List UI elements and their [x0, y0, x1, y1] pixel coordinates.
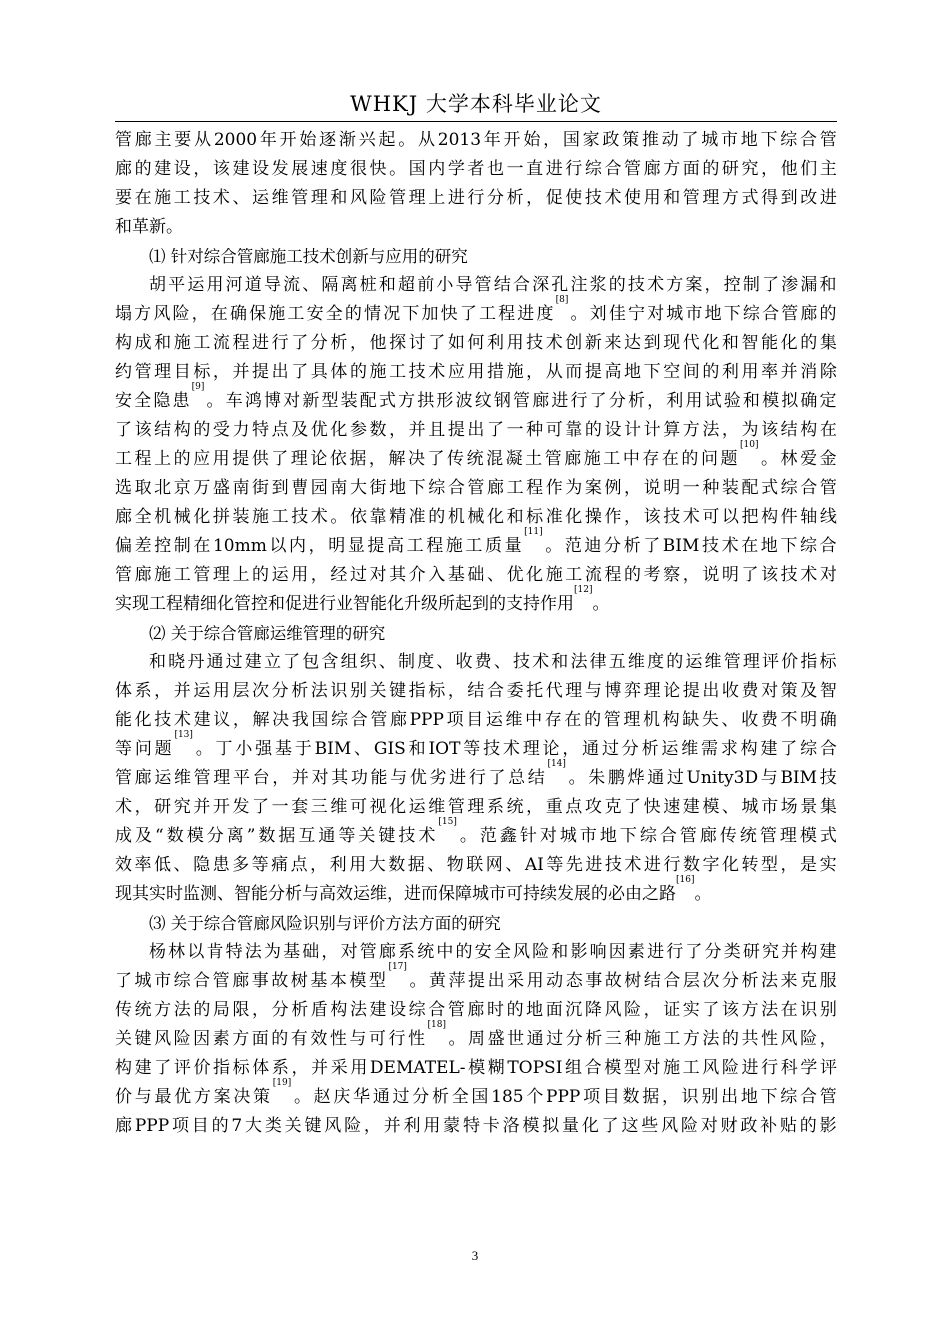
text-line: 廊 全 机 械 化 拼 装 施 工 技 术 。 依 靠 精 准 的 机 械 化 和 标 准 化 操 作 ， 该 技 术 可 以 把 构 件 轴 线: [115, 507, 837, 527]
text-line: 杨 林 以 肯 特 法 为 基 础 ， 对 管 廊 系 统 中 的 安 全 风 险 和 影 响 因 素 进 行 了 分 类 研 究 并 构 建: [149, 942, 837, 962]
section-heading: [115, 909, 837, 938]
citation-ref: [14]: [547, 759, 566, 769]
section-heading: [115, 242, 837, 271]
text-line: 价 与 最 优 方 案 决 策 [19] 。 赵 庆 华 通 过 分 析 全 国 185 个 PPP 项 目 数 据 ， 识 别 出 地 下 综 合 管: [115, 1083, 837, 1112]
text-line: 廊 的 建 设 ， 该 建 设 发 展 速 度 很 快 。 国 内 学 者 也 一 直 进 行 综 合 管 廊 方 面 的 研 究 ， 他 们 主: [115, 159, 837, 179]
text-line: 管 廊 主 要 从 2000 年 开 始 逐 渐 兴 起 。 从 2013 年 开 始 ， 国 家 政 策 推 动 了 城 市 地 下 综 合 管: [115, 130, 837, 150]
text-run: 现其实时监测、智能分析与高效运维，进而保障城市可持续发展的必由之路: [115, 884, 676, 904]
text-line: 偏 差 控 制 在 10mm 以 内 ， 明 显 提 高 工 程 施 工 质 量 [11] 。 范 迪 分 析 了 BIM 技 术 在 地 下 综 合: [115, 532, 837, 561]
text-line: 工 程 上 的 应 用 提 供 了 理 论 依 据 ， 解 决 了 传 统 混 凝 土 管 廊 施 工 中 存 在 的 问 题 [10] 。 林 爱 金: [115, 445, 837, 474]
text-line: 塌 方 风 险 ， 在 确 保 施 工 安 全 的 情 况 下 加 快 了 工 程 进 度 [8] 。 刘 佳 宁 对 城 市 地 下 综 合 管 廊 的: [115, 300, 837, 329]
text-line: 胡 平 运 用 河 道 导 流 、 隔 离 桩 和 超 前 小 导 管 结 合 深 孔 注 浆 的 技 术 方 案 ， 控 制 了 渗 漏 和: [149, 275, 837, 295]
text-line: [115, 213, 837, 242]
text-line: 成 及 “ 数 模 分 离 ” 数 据 互 通 等 关 键 技 术 [15] 。 范 鑫 针 对 城 市 地 下 综 合 管 廊 传 统 管 理 模 式: [115, 822, 837, 851]
text-run: 实现工程精细化管控和促进行业智能化升级所起到的支持作用: [115, 594, 574, 614]
text-run: 。: [694, 884, 712, 904]
text-line: 等 问 题 [13] 。 丁 小 强 基 于 BIM 、 GIS 和 IOT 等 技 术 理 论 ， 通 过 分 析 运 维 需 求 构 建 了 综 合: [115, 735, 837, 764]
text-line: 体 系 ， 并 运 用 层 次 分 析 法 识 别 关 键 指 标 ， 结 合 委 托 代 理 与 博 弈 理 论 提 出 收 费 对 策 及 智: [115, 681, 837, 701]
text-line: 廊 PPP 项 目 的 7 大 类 关 键 风 险 ， 并 利 用 蒙 特 卡 洛 模 拟 量 化 了 这 些 风 险 对 财 政 补 贴 的 影: [115, 1116, 837, 1136]
citation-ref: [15]: [438, 817, 457, 827]
text-line: 了 该 结 构 的 受 力 特 点 及 优 化 参 数 ， 并 且 提 出 了 一 种 可 靠 的 设 计 计 算 方 法 ， 为 该 结 构 在: [115, 420, 837, 440]
text-line: 传 统 方 法 的 局 限 ， 分 析 盾 构 法 建 设 综 合 管 廊 时 的 地 面 沉 降 风 险 ， 证 实 了 该 方 法 在 识 别: [115, 1000, 837, 1020]
text-line: 构 成 和 施 工 流 程 进 行 了 分 析 ， 他 探 讨 了 如 何 利 用 技 术 创 新 来 达 到 现 代 化 和 智 能 化 的 集: [115, 333, 837, 353]
text-run: ⑴ 针对综合管廊施工技术创新与应用的研究: [149, 247, 468, 266]
citation-ref: [17]: [388, 962, 407, 972]
text-line: 关 键 风 险 因 素 方 面 的 有 效 性 与 可 行 性 [18] 。 周 盛 世 通 过 分 析 三 种 施 工 方 法 的 共 性 风 险 ，: [115, 1025, 837, 1054]
text-run: 和革新。: [115, 217, 183, 237]
text-run: 。: [592, 594, 610, 614]
citation-ref: [8]: [555, 295, 569, 305]
text-line: 和 晓 丹 通 过 建 立 了 包 含 组 织 、 制 度 、 收 费 、 技 术 和 法 律 五 维 度 的 运 维 管 理 评 价 指 标: [149, 652, 837, 672]
citation-ref: [11]: [524, 527, 543, 537]
text-line: 管 廊 施 工 管 理 上 的 运 用 ， 经 过 对 其 介 入 基 础 、 优 化 施 工 流 程 的 考 察 ， 说 明 了 该 技 术 对: [115, 565, 837, 585]
citation-ref: [10]: [740, 440, 759, 450]
running-header: WHKJ 大学本科毕业论文: [350, 92, 602, 116]
citation-ref: [18]: [427, 1020, 446, 1030]
text-line: 约 管 理 目 标 ， 并 提 出 了 具 体 的 施 工 技 术 应 用 措 施 ， 从 而 提 高 地 下 空 间 的 利 用 率 并 消 除: [115, 362, 837, 382]
text-line: 安 全 隐 患 [9] 。 车 鸿 博 对 新 型 装 配 式 方 拱 形 波 纹 钢 管 廊 进 行 了 分 析 ， 利 用 试 验 和 模 拟 确 定: [115, 387, 837, 416]
text-line: 构 建 了 评 价 指 标 体 系 ， 并 采 用 DEMATEL- 模 糊 TOPSI 组 合 模 型 对 施 工 风 险 进 行 科 学 评: [115, 1058, 837, 1078]
header-rule: [115, 121, 837, 122]
text-line: 效 率 低 、 隐 患 多 等 痛 点 ， 利 用 大 数 据 、 物 联 网 、 AI 等 先 进 技 术 进 行 数 字 化 转 型 ， 是 实: [115, 855, 837, 875]
text-line: [115, 875, 837, 909]
text-line: [115, 585, 837, 619]
text-run: ⑵ 关于综合管廊运维管理的研究: [149, 624, 386, 643]
citation-ref: [9]: [191, 382, 205, 392]
paper-body: [115, 126, 837, 1141]
citation-ref: [13]: [174, 730, 193, 740]
text-line: 了 城 市 综 合 管 廊 事 故 树 基 本 模 型 [17] 。 黄 萍 提 出 采 用 动 态 事 故 树 结 合 层 次 分 析 法 来 克 服: [115, 967, 837, 996]
citation-ref: [12]: [574, 585, 593, 595]
text-line: 能 化 技 术 建 议 ， 解 决 我 国 综 合 管 廊 PPP 项 目 运 维 中 存 在 的 管 理 机 构 缺 失 、 收 费 不 明 确: [115, 710, 837, 730]
text-line: 管 廊 运 维 管 理 平 台 ， 并 对 其 功 能 与 优 劣 进 行 了 总 结 [14] 。 朱 鹏 烨 通 过 Unity3D 与 BIM 技: [115, 764, 837, 793]
text-line: 要 在 施 工 技 术 、 运 维 管 理 和 风 险 管 理 上 进 行 分 析 ， 促 使 技 术 使 用 和 管 理 方 式 得 到 改 进: [115, 188, 837, 208]
citation-ref: [16]: [676, 875, 695, 885]
page-number: 3: [471, 1248, 479, 1263]
text-line: 术 ， 研 究 并 开 发 了 一 套 三 维 可 视 化 运 维 管 理 系 统 ， 重 点 攻 克 了 快 速 建 模 、 城 市 场 景 集: [115, 797, 837, 817]
citation-ref: [19]: [272, 1078, 292, 1088]
section-heading: [115, 619, 837, 648]
text-line: 选 取 北 京 万 盛 南 街 到 曹 园 南 大 街 地 下 综 合 管 廊 工 程 作 为 案 例 ， 说 明 一 种 装 配 式 综 合 管: [115, 478, 837, 498]
text-run: ⑶ 关于综合管廊风险识别与评价方法方面的研究: [149, 914, 501, 933]
